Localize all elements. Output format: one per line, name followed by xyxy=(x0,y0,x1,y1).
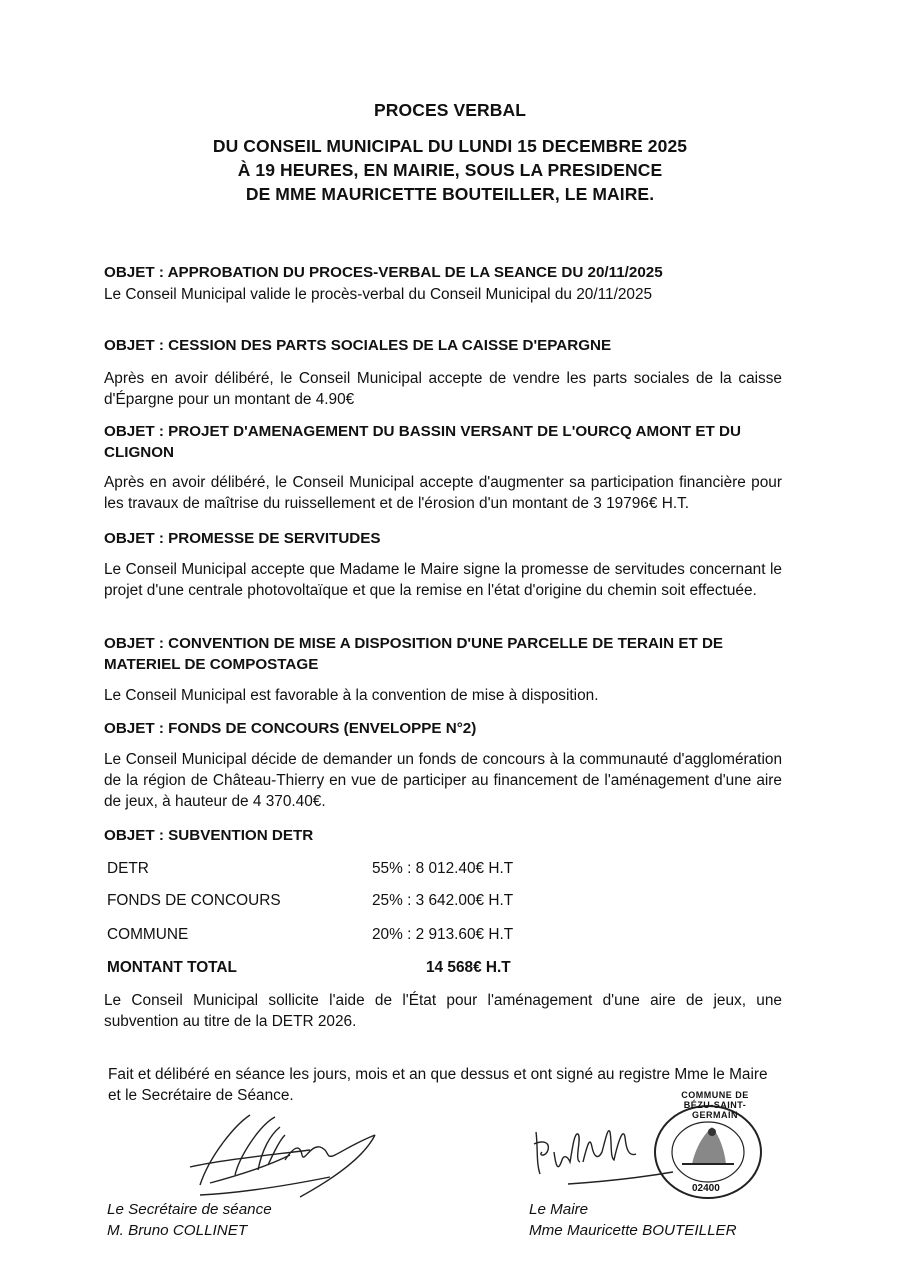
section-body: Le Conseil Municipal valide le procès-verbal du Conseil Municipal du 20/11/2025 xyxy=(104,286,653,303)
document-title: PROCES VERBAL xyxy=(373,100,526,120)
stamp-postal-code: 02400 xyxy=(692,1183,720,1194)
secretary-name: M. Bruno COLLINET xyxy=(107,1222,248,1239)
detr-row-value: 25% : 3 642.00€ H.T xyxy=(372,892,514,909)
section-body: Après en avoir délibéré, le Conseil Municipal accepte de vendre les parts sociales de la caisse d'Épargne pour un montant de 4.90€ xyxy=(104,370,782,408)
detr-total-value: 14 568€ H.T xyxy=(426,959,511,976)
detr-row-value: 20% : 2 913.60€ H.T xyxy=(372,926,514,943)
section-heading: OBJET : PROJET D'AMENAGEMENT DU BASSIN VERSANT DE L'OURCQ AMONT ET DU CLIGNON xyxy=(104,423,741,461)
section-heading: OBJET : SUBVENTION DETR xyxy=(104,827,314,844)
title-line-2: À 19 HEURES, EN MAIRIE, SOUS LA PRESIDENCE xyxy=(237,160,663,180)
secretary-signature xyxy=(180,1105,400,1205)
title-line-1: DU CONSEIL MUNICIPAL DU LUNDI 15 DECEMBRE 2025 xyxy=(212,136,688,156)
section-body: Le Conseil Municipal accepte que Madame le Maire signe la promesse de servitudes concernant le projet d'une centrale photovoltaïque et que la remise en l'état d'origine du chemin soit effectuée. xyxy=(104,561,782,599)
section-body: Le Conseil Municipal décide de demander un fonds de concours à la communauté d'agglomération de la région de Château-Thierry en vue de participer au financement de l'aménagement d'une aire de jeux, à hauteur de 4 370.40€. xyxy=(104,751,782,810)
section-heading: OBJET : APPROBATION DU PROCES-VERBAL DE LA SEANCE DU 20/11/2025 xyxy=(104,264,663,281)
secretary-role: Le Secrétaire de séance xyxy=(107,1201,272,1218)
section-heading: OBJET : FONDS DE CONCOURS (ENVELOPPE N°2) xyxy=(104,720,477,737)
detr-row-value: 55% : 8 012.40€ H.T xyxy=(372,860,514,877)
section-body: Après en avoir délibéré, le Conseil Municipal accepte d'augmenter sa participation financière pour les travaux de maîtrise du ruissellement et de l'érosion d'un montant de 3 19796€ H.T. xyxy=(104,474,782,512)
mayor-name: Mme Mauricette BOUTEILLER xyxy=(529,1222,737,1239)
detr-row-label: DETR xyxy=(107,860,149,877)
closing-statement: Fait et délibéré en séance les jours, mois et an que dessus et ont signé au registre Mme le Maire et le Secrétaire de Séance. xyxy=(108,1066,768,1104)
mayor-role: Le Maire xyxy=(529,1201,589,1218)
section-body: Le Conseil Municipal sollicite l'aide de l'État pour l'aménagement d'une aire de jeux, une subvention au titre de la DETR 2026. xyxy=(104,992,782,1030)
detr-row-label: FONDS DE CONCOURS xyxy=(107,892,281,909)
detr-row-label: COMMUNE xyxy=(107,926,189,943)
stamp-commune-text: COMMUNE DE BÉZU-SAINT-GERMAIN xyxy=(681,1090,749,1120)
title-line-3: DE MME MAURICETTE BOUTEILLER, LE MAIRE. xyxy=(245,184,655,204)
detr-total-label: MONTANT TOTAL xyxy=(107,959,237,976)
section-heading: OBJET : CONVENTION DE MISE A DISPOSITION D'UNE PARCELLE DE TERAIN ET DE MATERIEL DE COMPOSTAGE xyxy=(104,635,724,673)
section-heading: OBJET : PROMESSE DE SERVITUDES xyxy=(104,530,381,547)
section-heading: OBJET : CESSION DES PARTS SOCIALES DE LA CAISSE D'EPARGNE xyxy=(104,337,612,354)
section-body: Le Conseil Municipal est favorable à la convention de mise à disposition. xyxy=(104,687,599,704)
